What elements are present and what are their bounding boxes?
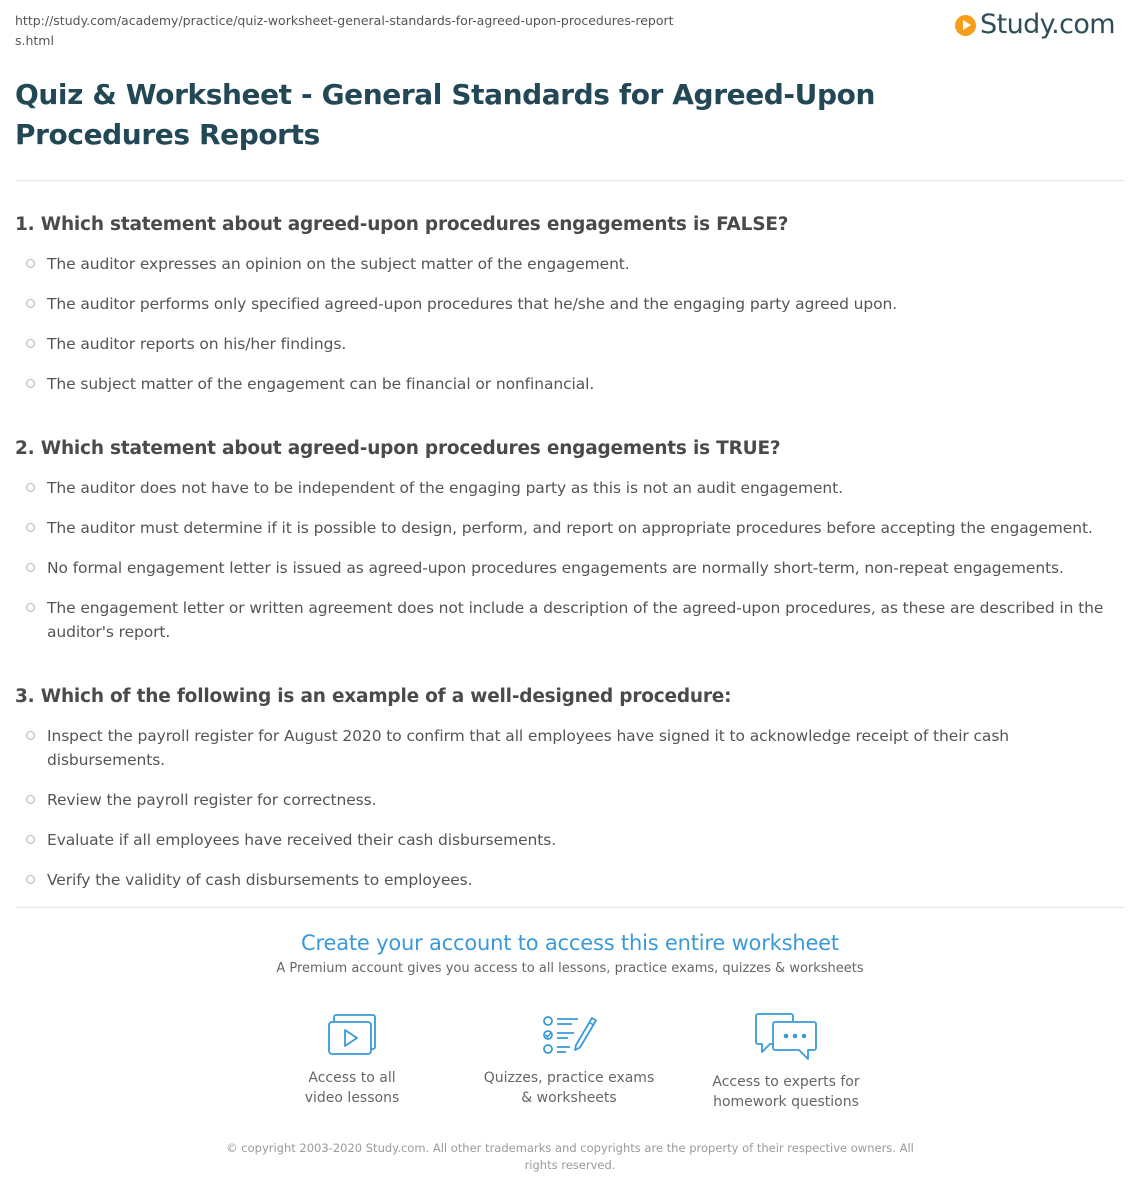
quiz-checklist-icon [540,1012,598,1058]
option-text: The engagement letter or written agreement does not include a description of the agreed-upon procedures, as these are described in the auditor's report. [47,599,1104,641]
question-2 [15,436,1125,660]
option-text: The auditor expresses an opinion on the subject matter of the engagement. [47,255,630,273]
answer-option[interactable] [15,372,1125,396]
feature-label-line: video lessons [304,1090,400,1106]
divider [15,907,1125,908]
play-icon [955,15,976,36]
option-text: The auditor must determine if it is possible to design, perform, and report on appropriate procedures before accepting the engagement. [47,519,1093,537]
option-text: Evaluate if all employees have received their cash disbursements. [47,831,557,849]
chat-bubbles-icon [753,1012,819,1062]
answer-option[interactable] [15,788,1125,812]
logo-text: Study.com [980,9,1115,40]
radio-button[interactable] [26,835,35,844]
answer-option[interactable] [15,596,1125,644]
radio-button[interactable] [26,731,35,740]
question-title: 2. Which statement about agreed-upon procedures engagements is TRUE? [15,438,781,459]
create-account-link[interactable]: Create your account to access this entire worksheet [301,931,839,955]
question-title: 3. Which of the following is an example of a well-designed procedure: [15,686,732,707]
feature-label-line: homework questions [713,1094,859,1110]
page-title: Quiz & Worksheet - General Standards for Agreed-Upon Procedures Reports [15,78,875,151]
radio-button[interactable] [26,875,35,884]
copyright-notice: © copyright 2003-2020 Study.com. All other trademarks and copyrights are the property of their respective owners. All rights reserved. [226,1141,914,1172]
option-text: Inspect the payroll register for August 2020 to confirm that all employees have signed it to acknowledge receipt of their cash disbursements. [47,727,1010,769]
answer-option[interactable] [15,556,1125,580]
radio-button[interactable] [26,795,35,804]
question-title: 1. Which statement about agreed-upon procedures engagements is FALSE? [15,214,789,235]
question-1 [15,212,1125,412]
top-bar [15,10,1115,54]
answer-option[interactable] [15,252,1125,276]
page-url: http://study.com/academy/practice/quiz-worksheet-general-standards-for-agreed-upon-procedures-reports.html [15,13,674,48]
radio-button[interactable] [26,299,35,308]
radio-button[interactable] [26,563,35,572]
radio-button[interactable] [26,523,35,532]
feature-label-line: & worksheets [521,1090,617,1106]
study-logo[interactable] [955,10,1115,40]
answer-option[interactable] [15,724,1125,772]
radio-button[interactable] [26,259,35,268]
answer-option[interactable] [15,828,1125,852]
answer-option[interactable] [15,476,1125,500]
answer-option[interactable] [15,292,1125,316]
feature-quizzes [469,1012,669,1108]
option-text: The auditor does not have to be independent of the engaging party as this is not an audit engagement. [47,479,843,497]
radio-button[interactable] [26,483,35,492]
video-lessons-icon [326,1012,378,1058]
radio-button[interactable] [26,379,35,388]
radio-button[interactable] [26,339,35,348]
feature-label-line: Access to all [308,1070,396,1086]
option-text: Verify the validity of cash disbursements to employees. [47,871,473,889]
option-text: Review the payroll register for correctness. [47,791,377,809]
option-text: The subject matter of the engagement can be financial or nonfinancial. [47,375,595,393]
feature-video-lessons [252,1012,452,1108]
radio-button[interactable] [26,603,35,612]
option-text: The auditor reports on his/her findings. [47,335,347,353]
divider [15,180,1125,181]
feature-label-line: Access to experts for [712,1074,860,1090]
question-3 [15,684,1125,908]
feature-experts [686,1012,886,1112]
answer-option[interactable] [15,332,1125,356]
premium-description: A Premium account gives you access to all lessons, practice exams, quizzes & worksheets [276,961,864,976]
option-text: The auditor performs only specified agreed-upon procedures that he/she and the engaging party agreed upon. [47,295,898,313]
answer-option[interactable] [15,516,1125,540]
answer-option[interactable] [15,868,1125,892]
feature-label-line: Quizzes, practice exams [483,1070,655,1086]
option-text: No formal engagement letter is issued as agreed-upon procedures engagements are normally short-term, non-repeat engagements. [47,559,1064,577]
